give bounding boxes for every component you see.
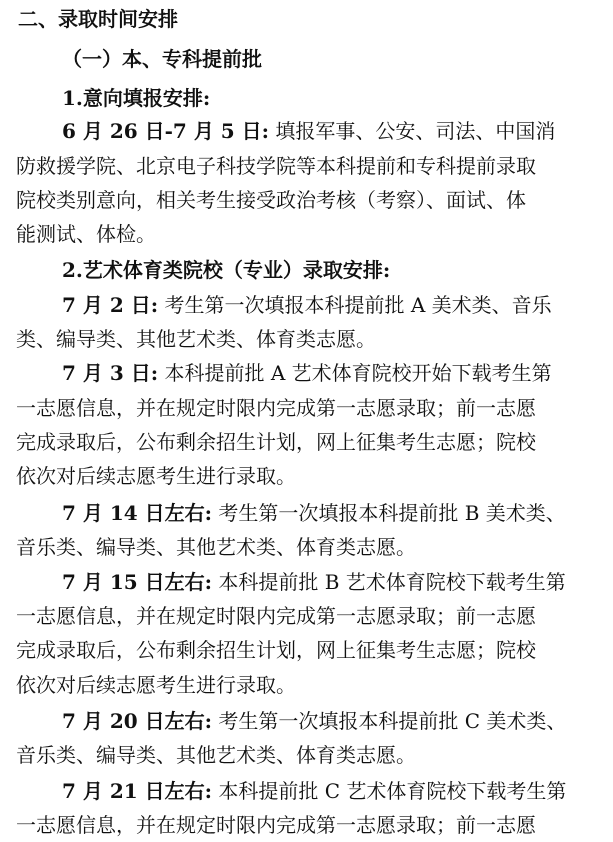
- entry-line: [0, 774, 613, 808]
- entry-line: 一志愿信息，并在规定时限内完成第一志愿录取；前一志愿: [16, 813, 536, 837]
- item1-paragraph-line: 院校类别意向，相关考生接受政治考核（考察）、面试、体: [16, 188, 526, 212]
- subsection-heading: （一）本、专科提前批: [62, 47, 262, 71]
- entry-line: 音乐类、编导类、其他艺术类、体育类志愿。: [16, 743, 416, 767]
- entry-text: 本科提前批 A 艺术体育院校开始下载考生第: [164, 361, 552, 385]
- section-heading: 二、录取时间安排: [18, 7, 178, 31]
- entry-line: 一志愿信息，并在规定时限内完成第一志愿录取；前一志愿: [16, 396, 536, 420]
- entry-text: 考生第一次填报本科提前批 A 美术类、音乐: [164, 293, 552, 317]
- entry-line: [0, 496, 613, 530]
- entry-line: [0, 565, 613, 599]
- entry-line: 类、编导类、其他艺术类、体育类志愿。: [16, 327, 376, 351]
- entry-date: 7 月 15 日左右:: [62, 570, 213, 594]
- entry-text: 本科提前批 C 艺术体育院校下载考生第: [218, 779, 567, 803]
- entry-line: [0, 288, 613, 322]
- entry-date: 7 月 21 日左右:: [62, 779, 213, 803]
- entry-date: 7 月 20 日左右:: [62, 709, 213, 733]
- entry-line: 音乐类、编导类、其他艺术类、体育类志愿。: [16, 535, 416, 559]
- item1-text: 填报军事、公安、司法、中国消: [275, 119, 556, 143]
- entry-line: [0, 356, 613, 390]
- entry-line: 依次对后续志愿考生进行录取。: [16, 673, 296, 697]
- entry-date: 7 月 14 日左右:: [62, 501, 213, 525]
- entry-text: 考生第一次填报本科提前批 C 美术类、: [218, 709, 567, 733]
- item1-paragraph-line: 防救援学院、北京电子科技学院等本科提前和专科提前录取: [16, 154, 536, 178]
- item1-heading: 1.意向填报安排:: [62, 86, 211, 110]
- entry-line: 依次对后续志愿考生进行录取。: [16, 464, 296, 488]
- entry-line: [0, 704, 613, 738]
- entry-line: 一志愿信息，并在规定时限内完成第一志愿录取；前一志愿: [16, 604, 536, 628]
- item1-date: 6 月 26 日-7 月 5 日:: [62, 119, 270, 143]
- item1-paragraph-line: 能测试、体检。: [16, 222, 156, 246]
- item2-heading: 2.艺术体育类院校（专业）录取安排:: [62, 258, 391, 282]
- entry-line: 完成录取后，公布剩余招生计划，网上征集考生志愿；院校: [16, 638, 536, 662]
- entry-text: 本科提前批 B 艺术体育院校下载考生第: [218, 570, 566, 594]
- entry-date: 7 月 3 日:: [62, 361, 159, 385]
- item1-paragraph-line: [0, 114, 613, 148]
- entry-date: 7 月 2 日:: [62, 293, 159, 317]
- entry-line: 完成录取后，公布剩余招生计划，网上征集考生志愿；院校: [16, 430, 536, 454]
- entry-text: 考生第一次填报本科提前批 B 美术类、: [218, 501, 566, 525]
